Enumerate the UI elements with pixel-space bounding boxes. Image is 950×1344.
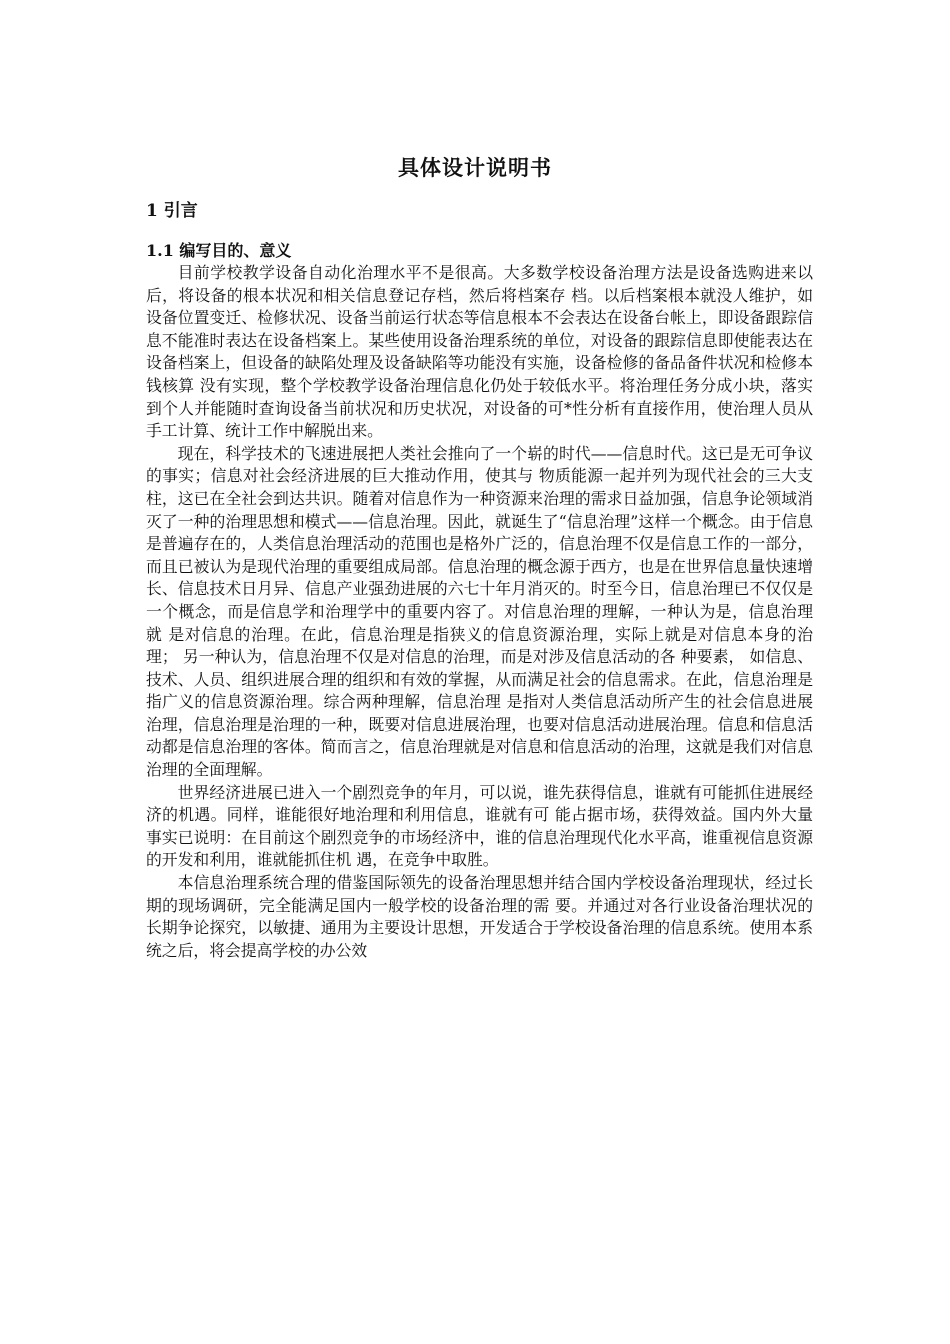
document-title: 具体设计说明书 <box>398 155 552 180</box>
subsection-heading-purpose: 1.1 编写目的、意义 <box>146 241 292 260</box>
paragraph-1: 目前学校教学设备自动化治理水平不是很高。大多数学校设备治理方法是设备选购进来以后，将设备的根本状况和相关信息登记存档，然后将档案存 档。以后档案根本就没人维护，如设备位置变迁、检修状况、设备当前运行状态等信息根本不会表达在设备台帐上，即设备跟踪信息不能准时表达在设备档案上。某些使用设备治理系统的单位，对设备的跟踪信息即使能表达在设备档案上，但设备的缺陷处理及设备缺陷等功能没有实施，设备检修的备品备件状况和检修本钱核算 没有实现，整个学校教学设备治理信息化仍处于较低水平。将治理任务分成小块，落实到个人并能随时查询设备当前状况和历史状况，对设备的可*性分析有直接作用，使治理人员从手工计算、统计工作中解脱出来。 <box>146 263 813 441</box>
body-text <box>146 262 813 962</box>
paragraph-3: 世界经济进展已进入一个剧烈竞争的年月，可以说，谁先获得信息，谁就有可能抓住进展经济的机遇。同样，谁能很好地治理和利用信息，谁就有可 能占据市场，获得效益。国内外大量事实已说明：在目前这个剧烈竞争的市场经济中，谁的信息治理现代化水平高，谁重视信息资源的开发和利用，谁就能抓住机 遇，在竞争中取胜。 <box>146 782 813 870</box>
section-heading-introduction: 1 引言 <box>146 201 198 221</box>
paragraph-4: 本信息治理系统合理的借鉴国际领先的设备治理思想并结合国内学校设备治理现状，经过长期的现场调研，完全能满足国内一般学校的设备治理的需 要。并通过对各行业设备治理状况的长期争论探究，以敏捷、通用为主要设计思想，开发适合于学校设备治理的信息系统。使用本系统之后，将会提高学校的办公效 <box>146 873 813 960</box>
paragraph-2: 现在，科学技术的飞速进展把人类社会推向了一个崭的时代——信息时代。这已是无可争议的事实；信息对社会经济进展的巨大推动作用，使其与 物质能源一起并列为现代社会的三大支柱，这已在全社会到达共识。随着对信息作为一种资源来治理的需求日益加强，信息争论领域消灭了一种的治理思想和模式——信息治理。因此，就诞生了“信息治理”这样一个概念。由于信息是普遍存在的，人类信息治理活动的范围也是格外广泛的，信息治理不仅是信息工作的一部分，而且已被认为是现代治理的重要组成局部。信息治理的概念源于西方，也是在世界信息量快速增长、信息技术日月异、信息产业强劲进展的六七十年月消灭的。时至今日，信息治理已不仅仅是一个概念，而是信息学和治理学中的重要内容了。对信息治理的理解，一种认为是，信息治理 就 是对信息的治理。在此，信息治理是指狭义的信息资源治理，实际上就是对信息本身的治理； 另一种认为，信息治理不仅是对信息的治理，而是对涉及信息活动的各 种要素， 如信息、技术、人员、组织进展合理的组织和有效的掌握，从而满足社会的信息需求。在此，信息治理是指广义的信息资源治理。综合两种理解，信息治理 是指对人类信息活动所产生的社会信息进展治理，信息治理是治理的一种，既要对信息进展治理，也要对信息活动进展治理。信息和信息活动都是信息治理的客体。简而言之，信息治理就是对信息和信息活动的治理，这就是我们对信息治理的全面理解。 <box>146 443 813 780</box>
